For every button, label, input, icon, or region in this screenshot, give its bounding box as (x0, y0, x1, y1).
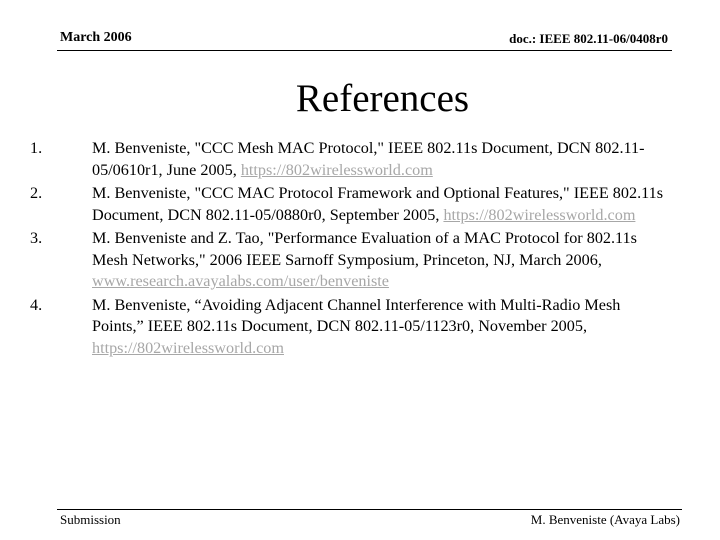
reference-text: M. Benveniste, "CCC Mesh MAC Protocol," IEEE 802.11s Document, DCN 802.11-05/0610r1, June 2005, (92, 139, 645, 179)
reference-link[interactable]: www.research.avayalabs.com/user/benveniste (92, 272, 389, 290)
header-doc-id: doc.: IEEE 802.11-06/0408r0 (509, 31, 668, 46)
reference-link[interactable]: https://802wirelessworld.com (240, 160, 433, 179)
reference-number: 4. (30, 295, 43, 314)
reference-number: 3. (30, 229, 43, 247)
footer-author: M. Benveniste (Avaya Labs) (530, 512, 680, 527)
reference-item (30, 228, 675, 293)
header-divider (57, 50, 672, 51)
reference-number: 1. (30, 139, 43, 157)
footer-submission: Submission (60, 512, 121, 527)
header-date: March 2006 (60, 30, 132, 45)
footer-divider (57, 509, 682, 510)
reference-text: M. Benveniste, “Avoiding Adjacent Channel Interference with Multi-Radio Mesh Points,” IEEE 802.11s Document, DCN 802.11-05/1123r0, November 2005, (92, 295, 621, 335)
reference-item (30, 295, 675, 360)
reference-text: M. Benveniste and Z. Tao, "Performance Evaluation of a MAC Protocol for 802.11s Mesh Networks," 2006 IEEE Sarnoff Symposium, Princeton, NJ, March 2006, (92, 229, 637, 269)
reference-link[interactable]: https://802wirelessworld.com (92, 338, 284, 357)
reference-item (30, 138, 675, 181)
reference-item (30, 183, 675, 226)
reference-number: 2. (30, 184, 43, 202)
reference-link[interactable]: https://802wirelessworld.com (443, 205, 636, 224)
reference-text: M. Benveniste, "CCC MAC Protocol Framework and Optional Features," IEEE 802.11s Document, DCN 802.11-05/0880r0, September 2005, (92, 184, 664, 224)
slide-title: References (295, 77, 470, 120)
reference-list (30, 138, 675, 361)
